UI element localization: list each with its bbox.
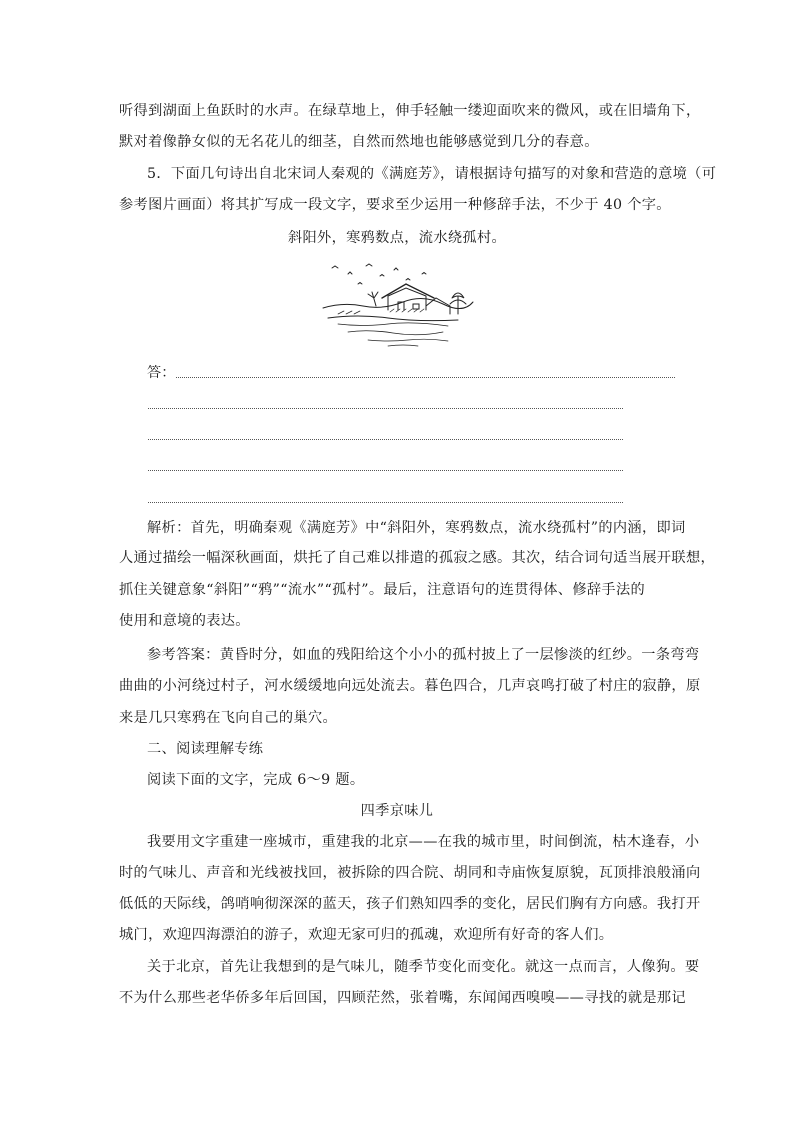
reference-line3: 来是几只寒鸦在飞向自己的巢穴。 <box>119 710 338 726</box>
analysis-line4: 使用和意境的表达。 <box>119 613 250 629</box>
answer-line-1 <box>176 377 675 378</box>
poem-line: 斜阳外，寒鸦数点，流水绕孤村。 <box>287 230 507 246</box>
passage-p2-line2: 不为什么那些老华侨多年后回国，四顾茫然，张着嘴，东闻闻西嗅嗅——寻找的就是那记 <box>119 990 686 1006</box>
section-heading: 二、阅读理解专练 <box>147 741 264 757</box>
passage-p1-line1: 我要用文字重建一座城市，重建我的北京——在我的城市里，时间倒流，枯木逢春，小 <box>147 834 700 850</box>
question5-line2: 参考图片画面）将其扩写成一段文字，要求至少运用一种修辞手法，不少于 40 个字。 <box>119 197 671 213</box>
answer-line-2 <box>148 408 623 409</box>
passage-p1-line3: 低低的天际线，鸽哨响彻深深的蓝天，孩子们熟知四季的变化，居民们胸有方向感。我打开 <box>119 896 701 912</box>
analysis-line2: 人通过描绘一幅深秋画面，烘托了自己难以排遣的孤寂之感。其次，结合词句适当展开联想， <box>119 550 716 566</box>
analysis-line1: 解析：首先，明确秦观《满庭芳》中“斜阳外，寒鸦数点，流水绕孤村”的内涵，即词 <box>147 520 686 536</box>
reading-instruction: 阅读下面的文字，完成 6～9 题。 <box>147 772 365 788</box>
para1-line1: 听得到湖面上鱼跃时的水声。在绿草地上，伸手轻触一缕迎面吹来的微风，或在旧墙角下， <box>119 103 701 119</box>
passage-p1-line2: 时的气味儿、声音和光线被找回，被拆除的四合院、胡同和寺庙恢复原貌，瓦顶排浪般涌向 <box>119 865 701 881</box>
para1-line2: 默对着像静女似的无名花儿的细茎，自然而然地也能够感觉到几分的春意。 <box>119 134 599 150</box>
answer-line-4 <box>148 470 623 471</box>
passage-p1-line4: 城门，欢迎四海漂泊的游子，欢迎无家可归的孤魂，欢迎所有好奇的客人们。 <box>119 927 614 943</box>
reference-line2: 曲曲的小河绕过村子，河水缓缓地向远处流去。暮色四合，几声哀鸣打破了村庄的寂静，原 <box>119 678 701 694</box>
answer-label: 答： <box>147 365 176 381</box>
analysis-line3: 抓住关键意象“斜阳”“鸦”“流水”“孤村”。最后，注意语句的连贯得体、修辞手法的 <box>119 582 646 598</box>
reference-line1: 参考答案：黄昏时分，如血的残阳给这个小小的孤村披上了一层惨淡的红纱。一条弯弯 <box>147 647 700 663</box>
passage-title: 四季京味儿 <box>360 803 434 819</box>
village-sketch-illustration <box>318 262 480 350</box>
passage-p2-line1: 关于北京，首先让我想到的是气味儿，随季节变化而变化。就这一点而言，人像狗。要 <box>147 959 700 975</box>
answer-line-5 <box>148 502 623 503</box>
question5-line1: 5．下面几句诗出自北宋词人秦观的《满庭芳》，请根据诗句描写的对象和营造的意境（可 <box>147 166 717 182</box>
answer-line-3 <box>148 439 623 440</box>
